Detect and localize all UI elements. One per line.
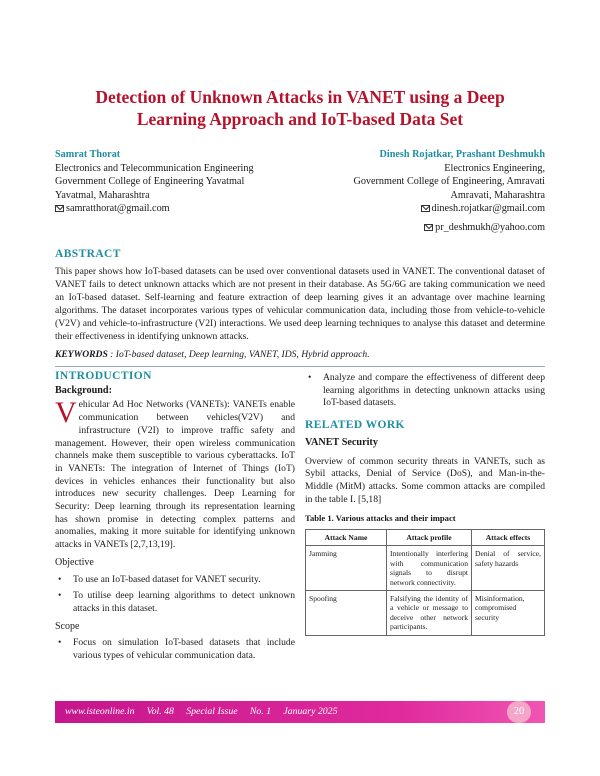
related-paragraph: Overview of common security threats in VANETs, such as Sybil attacks, Denial of Service (DoS), and Man-in-the-Middle (MitM) attacks. Some common attacks are compiled in the table I. [5,18]: [305, 455, 545, 505]
keywords-label: KEYWORDS: [55, 349, 108, 360]
right-column: [305, 370, 545, 636]
background-label: Background:: [55, 384, 112, 396]
related-work-heading: RELATED WORK: [305, 419, 405, 432]
envelope-icon: [55, 205, 64, 212]
list-item: • Focus on simulation IoT-based datasets that include various types of vehicular communication data.: [55, 637, 295, 662]
table-caption: Table 1. Various attacks and their impact: [305, 513, 456, 524]
affiliation-line: Government College of Engineering, Amravati: [353, 176, 545, 188]
table-row: [306, 591, 545, 636]
keywords: [55, 349, 545, 360]
affiliation-line: Electronics and Telecommunication Engineering: [55, 162, 254, 174]
table-cell: Spoofing: [306, 591, 387, 636]
envelope-icon: [421, 205, 430, 212]
affiliation-line: Government College of Engineering Yavatmal: [55, 176, 245, 188]
footer-text: www.isteonline.in Vol. 48 Special Issue No. 1 January 2025: [65, 706, 338, 717]
drop-cap: V: [55, 396, 77, 430]
page-number: 20: [507, 701, 531, 723]
attacks-table: [305, 529, 545, 636]
list-item: • To use an IoT-based dataset for VANET security.: [55, 574, 295, 587]
table-header-row: [306, 530, 545, 546]
title-line-1: Detection of Unknown Attacks in VANET using a Deep: [95, 87, 505, 107]
email-line: [55, 202, 315, 216]
author-name-right: Dinesh Rojatkar, Prashant Deshmukh: [379, 149, 545, 160]
affiliation-line: Electronics Engineering,: [444, 162, 545, 174]
table-cell: Falsifying the identity of a vehicle or message to deceive other network participants.: [387, 591, 472, 636]
table-cell: Intentionally interfering with communication signals to disrupt network connectivity.: [387, 546, 472, 591]
author-email[interactable]: samratthorat@gmail.com: [66, 203, 170, 215]
table-header: Attack Name: [306, 530, 387, 546]
list-item: • Analyze and compare the effectiveness of different deep learning algorithms in detecting unknown attacks using IoT-based datasets.: [305, 372, 545, 410]
keywords-text: : IoT-based dataset, Deep learning, VANET, IDS, Hybrid approach.: [107, 349, 370, 360]
objective-label: Objective: [55, 556, 94, 568]
left-column: [55, 370, 295, 667]
scope-list: [55, 637, 295, 662]
email-line: [285, 202, 545, 216]
affiliation-line: Yavatmal, Maharashtra: [55, 189, 150, 201]
section-divider: [55, 366, 545, 367]
table-cell: Denial of service, safety hazards: [472, 546, 545, 591]
list-item: • To utilise deep learning algorithms to detect unknown attacks in this dataset.: [55, 590, 295, 615]
objective-list: [55, 574, 295, 616]
scope-label: Scope: [55, 620, 80, 632]
author-name-left: Samrat Thorat: [55, 149, 121, 160]
envelope-icon: [424, 224, 433, 231]
author-email[interactable]: pr_deshmukh@yahoo.com: [435, 221, 545, 233]
table-row: [306, 546, 545, 591]
author-right: [285, 148, 545, 235]
introduction-heading: INTRODUCTION: [55, 370, 152, 382]
table-header: Attack profile: [387, 530, 472, 546]
affiliation-line: Amravati, Maharashtra: [450, 189, 545, 201]
table-cell: Misinformation, compromised security: [472, 591, 545, 636]
title-line-2: Learning Approach and IoT-based Data Set: [136, 109, 464, 129]
author-email[interactable]: dinesh.rojatkar@gmail.com: [431, 203, 545, 215]
table-cell: Jamming: [306, 546, 387, 591]
author-left: [55, 148, 315, 216]
abstract-text: This paper shows how IoT-based datasets can be used over conventional datasets used in VANET. The conventional dataset of VANET fails to detect unknown attacks which are not present in their database. As 5G/6G are taking communication we need an IoT-based dataset. Self-learning and feature extraction of deep learning gives it an advantage over machine learning algorithms. The dataset incorporates various types of vehicular communication data, including those from vehicle-to-vehicle (V2V) and vehicle-to-infrastructure (V2I) interactions. We used deep learning techniques to analyse this dataset and determine their effectiveness in identifying unknown attacks.: [55, 266, 545, 342]
intro-paragraph: [55, 396, 295, 551]
intro-paragraph-text: ehicular Ad Hoc Networks (VANETs): VANETs enable communication between vehicles(V2V) and infrastructure (V2I) to improve traffic safety and management. However, their open wireless communication channels make them susceptible to various cyberattacks. IoT in VANETs: The integration of Internet of Things (IoT) devices in vehicles enhances their functionality but also introduces new security challenges. Deep Learning for Security: Deep learning through its representation learning has shown promise in detecting complex patterns and anomalies, making it more suitable for identifying unknown attacks in VANETs [2,7,13,19].: [55, 399, 295, 551]
footer-bar: [55, 701, 545, 723]
vanet-security-subheading: VANET Security: [305, 436, 378, 448]
paper-title: [60, 86, 540, 130]
email-line: [285, 221, 545, 235]
table-header: Attack effects: [472, 530, 545, 546]
abstract-heading: ABSTRACT: [55, 248, 121, 260]
scope-list-continued: [305, 372, 545, 410]
